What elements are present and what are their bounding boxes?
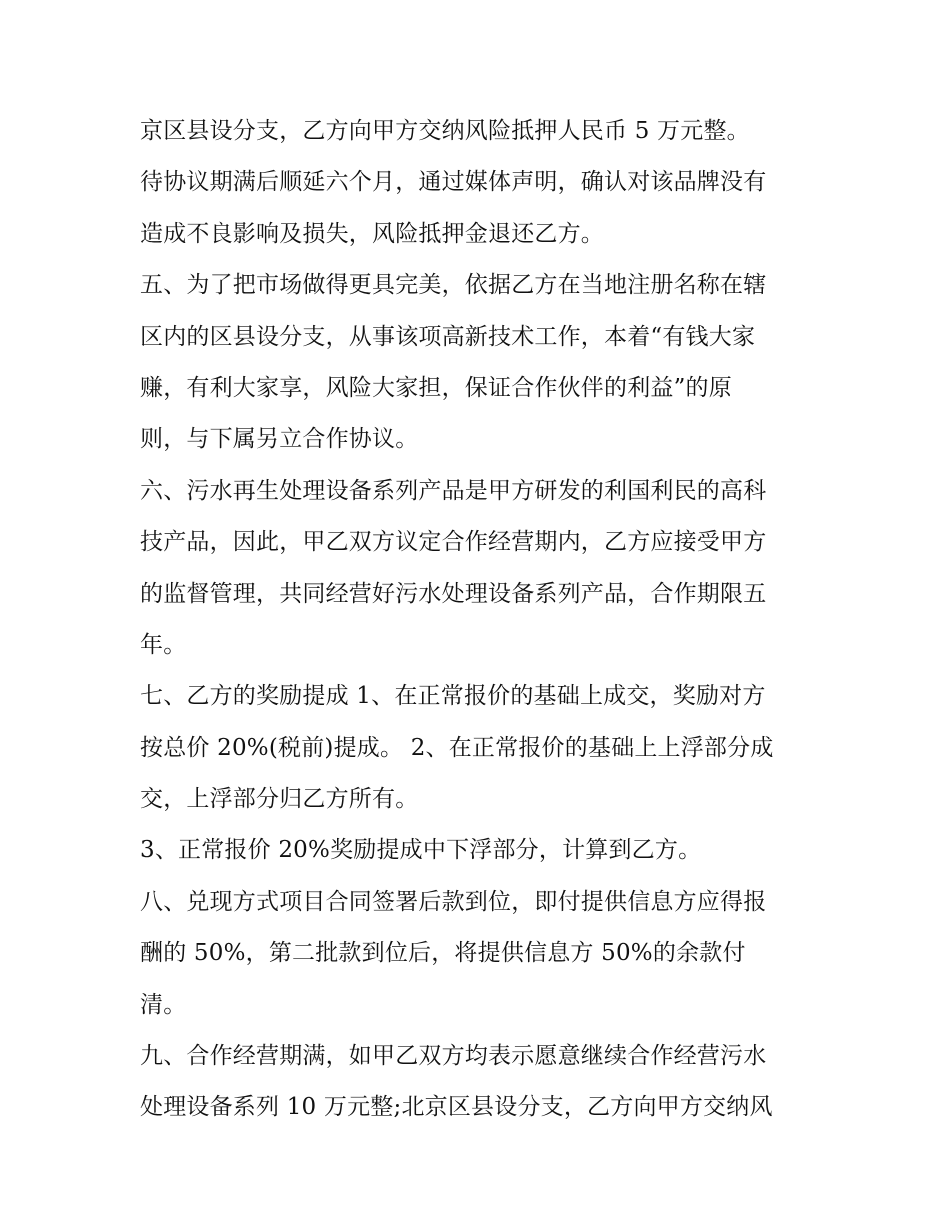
text-line: 技产品，因此，甲乙双方议定合作经营期内，乙方应接受甲方 [140,529,767,556]
text-line: 六、污水再生处理设备系列产品是甲方研发的利国利民的高科 [140,477,767,504]
text-line: 3、正常报价 20%奖励提成中下浮部分，计算到乙方。 [140,837,702,864]
text-line: 的监督管理，共同经营好污水处理设备系列产品，合作期限五 [140,580,767,607]
text-line: 区内的区县设分支，从事该项高新技术工作，本着“有钱大家 [140,323,756,350]
text-line: 赚，有利大家享，风险大家担，保证合作伙伴的利益”的原 [140,374,732,401]
text-line: 按总价 20%(税前)提成。 2、在正常报价的基础上上浮部分成 [140,734,774,761]
text-line: 八、兑现方式项目合同签署后款到位，即付提供信息方应得报 [140,888,767,915]
contract-text-body [140,106,830,1134]
text-line: 九、合作经营期满，如甲乙双方均表示愿意继续合作经营污水 [140,1043,767,1070]
text-line: 五、为了把市场做得更具完美，依据乙方在当地注册名称在辖 [140,272,767,299]
text-line: 则，与下属另立合作协议。 [140,426,419,453]
text-line: 酬的 50%，第二批款到位后，将提供信息方 50%的余款付 [140,940,746,967]
text-line: 七、乙方的奖励提成 1、在正常报价的基础上成交，奖励对方 [140,683,766,710]
text-line: 处理设备系列 10 万元整;北京区县设分支，乙方向甲方交纳风 [140,1094,773,1121]
text-line: 交，上浮部分归乙方所有。 [140,786,419,813]
text-line: 造成不良影响及损失，风险抵押金退还乙方。 [140,220,604,247]
text-line: 年。 [140,631,187,658]
text-line: 清。 [140,991,187,1018]
text-line: 京区县设分支，乙方向甲方交纳风险抵押人民币 5 万元整。 [140,118,750,144]
text-line: 待协议期满后顺延六个月，通过媒体声明，确认对该品牌没有 [140,169,767,196]
